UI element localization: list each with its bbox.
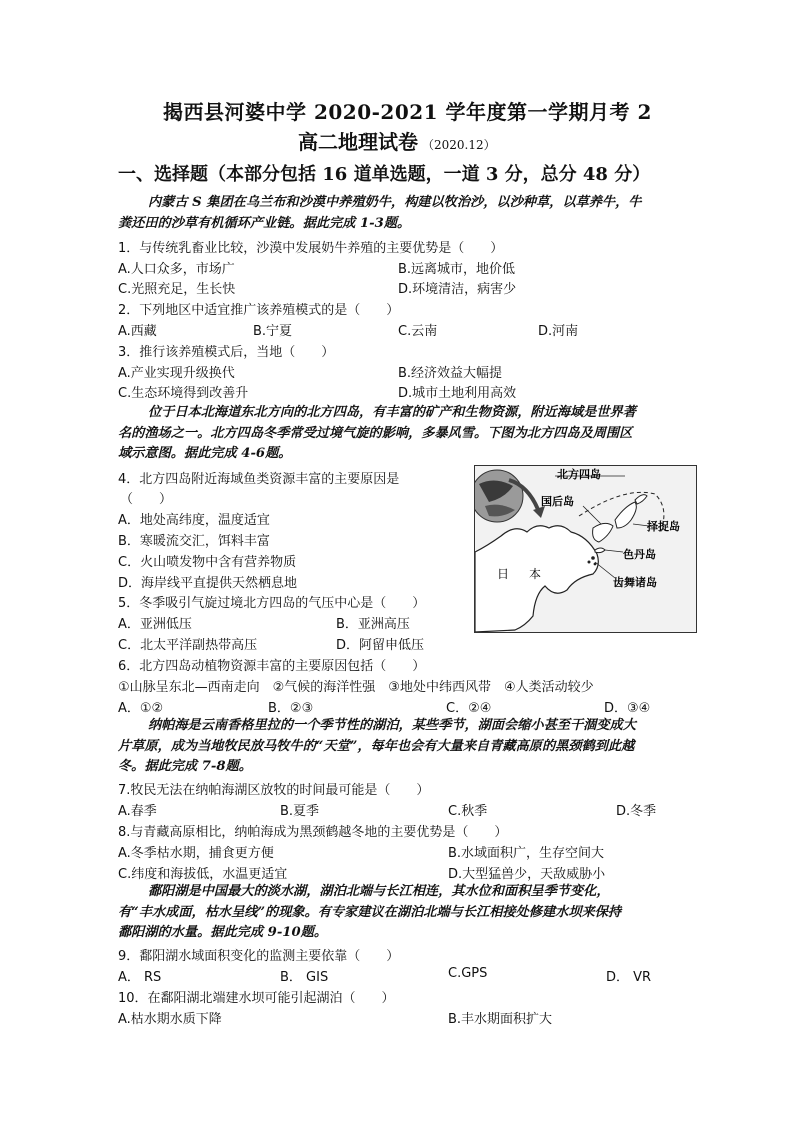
question-3-stem: 3．推行该养殖模式后，当地（ ）	[118, 345, 335, 360]
label-japan-2: 本	[529, 567, 542, 581]
q9-option-b: B． GIS	[280, 970, 329, 985]
question-4-paren: （ ）	[120, 492, 173, 507]
q8-option-a: A.冬季枯水期，捕食更方便	[118, 846, 274, 861]
question-6-stem: 6．北方四岛动植物资源丰富的主要原因包括（ ）	[118, 659, 426, 674]
q6-statements: ①山脉呈东北—西南走向 ②气候的海洋性强 ③地处中纬西风带 ④人类活动较少	[118, 680, 594, 695]
material-3	[118, 716, 680, 778]
q4-option-d: D．海岸线平直提供天然栖息地	[118, 576, 298, 591]
q10-option-b: B.丰水期面积扩大	[448, 1012, 553, 1027]
title-line-2	[298, 126, 496, 155]
title-line-1: 揭西县河婆中学 2020-2021 学年度第一学期月考 2	[163, 100, 652, 124]
q4-option-a: A．地处高纬度，温度适宜	[118, 513, 270, 528]
q10-option-a: A.枯水期水质下降	[118, 1012, 222, 1027]
question-2-stem: 2．下列地区中适宜推广该养殖模式的是（ ）	[118, 303, 400, 318]
q6-option-c: C．②④	[446, 701, 492, 716]
q1-option-b: B.远离城市，地价低	[398, 262, 516, 277]
northern-four-islands-map	[474, 465, 697, 633]
title-date: （2020.12）	[422, 138, 496, 152]
material-4-line-3: 鄱阳湖的水量。据此完成 9-10题。	[118, 925, 328, 940]
q2-option-b: B.宁夏	[253, 324, 293, 339]
q1-option-d: D.环境清洁，病害少	[398, 282, 517, 297]
question-9-stem: 9．鄱阳湖水域面积变化的监测主要依靠（ ）	[118, 949, 400, 964]
q9-option-d: D． VR	[606, 970, 652, 985]
q6-option-b: B．②③	[268, 701, 314, 716]
q3-option-b: B.经济效益大幅提	[398, 366, 503, 381]
q2-option-d: D.河南	[538, 324, 579, 339]
q1-option-c: C.光照充足，生长快	[118, 282, 236, 297]
label-iturup: 择捉岛	[647, 520, 680, 533]
q8-option-d: D.大型猛兽少，天敌威胁小	[448, 867, 606, 882]
material-2-line-1: 位于日本北海道东北方向的北方四岛，有丰富的矿产和生物资源，附近海域是世界著	[148, 405, 636, 420]
q4-option-c: C．火山喷发物中含有营养物质	[118, 555, 297, 570]
section-heading: 一、选择题（本部分包括 16 道单选题，一道 3 分，总分 48 分）	[118, 164, 651, 185]
question-1-stem: 1．与传统乳畜业比较，沙漠中发展奶牛养殖的主要优势是（ ）	[118, 241, 504, 256]
q2-option-c: C.云南	[398, 324, 438, 339]
material-3-line-1: 纳帕海是云南香格里拉的一个季节性的湖泊，某些季节，湖面会缩小甚至干涸变成大	[148, 718, 636, 733]
q8-option-c: C.纬度和海拔低，水温更适宜	[118, 867, 288, 882]
map-graphic	[475, 466, 696, 632]
q5-option-a: A．亚洲低压	[118, 617, 192, 632]
material-1-line-1: 内蒙古 S 集团在乌兰布和沙漠中养殖奶牛，构建以牧治沙，以沙种草，以草养牛，牛	[148, 195, 642, 210]
question-4-stem: 4．北方四岛附近海域鱼类资源丰富的主要原因是	[118, 472, 400, 487]
q6-option-a: A．①②	[118, 701, 164, 716]
material-4-line-2: 有“丰水成面，枯水呈线”的现象。有专家建议在湖泊北端与长江相接处修建水坝来保持	[118, 904, 622, 920]
q9-option-a: A． RS	[118, 970, 162, 985]
q1-option-a: A.人口众多，市场广	[118, 262, 235, 277]
material-2	[118, 403, 680, 465]
question-10-stem: 10．在鄱阳湖北端建水坝可能引起湖泊（ ）	[118, 991, 395, 1006]
q8-option-b: B.水域面积广，生存空间大	[448, 846, 605, 861]
material-2-line-2: 名的渔场之一。北方四岛冬季常受过境气旋的影响，多暴风雪。下图为北方四岛及周围区	[118, 425, 633, 441]
q3-option-a: A.产业实现升级换代	[118, 366, 235, 381]
label-shikotan: 色丹岛	[623, 548, 656, 561]
material-1	[118, 193, 680, 234]
label-northern-four-islands: 北方四岛	[557, 468, 601, 481]
title-text: 高二地理试卷	[298, 130, 418, 154]
q3-option-d: D.城市土地利用高效	[398, 386, 517, 401]
q4-option-b: B．寒暖流交汇，饵料丰富	[118, 534, 270, 549]
q7-option-c: C.秋季	[448, 804, 488, 819]
label-kunashir: 国后岛	[541, 495, 574, 508]
q5-option-d: D．阿留申低压	[336, 638, 425, 653]
q5-option-c: C．北太平洋副热带高压	[118, 638, 258, 653]
q7-option-d: D.冬季	[616, 804, 657, 819]
material-4-line-1: 鄱阳湖是中国最大的淡水湖，湖泊北端与长江相连，其水位和面积呈季节变化，	[148, 884, 610, 899]
q6-option-d: D．③④	[604, 701, 651, 716]
q3-option-c: C.生态环境得到改善升	[118, 386, 249, 401]
label-japan-1: 日	[497, 567, 510, 581]
q2-option-a: A.西藏	[118, 324, 157, 339]
material-3-line-2: 片草原，成为当地牧民放马牧牛的“天堂”，每年也会有大量来自青藏高原的黑颈鹤到此越	[118, 738, 635, 754]
material-4	[118, 882, 680, 944]
question-7-stem: 7.牧民无法在纳帕海湖区放牧的时间最可能是（ ）	[118, 783, 430, 798]
q5-option-b: B．亚洲高压	[336, 617, 410, 632]
q7-option-a: A.春季	[118, 804, 157, 819]
question-5-stem: 5．冬季吸引气旋过境北方四岛的气压中心是（ ）	[118, 596, 426, 611]
material-1-line-2: 粪还田的沙草有机循环产业链。据此完成 1-3题。	[118, 215, 411, 231]
q7-option-b: B.夏季	[280, 804, 320, 819]
question-8-stem: 8.与青藏高原相比，纳帕海成为黑颈鹤越冬地的主要优势是（ ）	[118, 825, 508, 840]
material-3-line-3: 冬。据此完成 7-8题。	[118, 759, 252, 774]
habomai-islands	[591, 556, 595, 560]
label-habomai: 齿舞诸岛	[613, 576, 657, 589]
q9-option-c: C.GPS	[448, 966, 488, 981]
material-2-line-3: 域示意图。据此完成 4-6题。	[118, 446, 292, 461]
